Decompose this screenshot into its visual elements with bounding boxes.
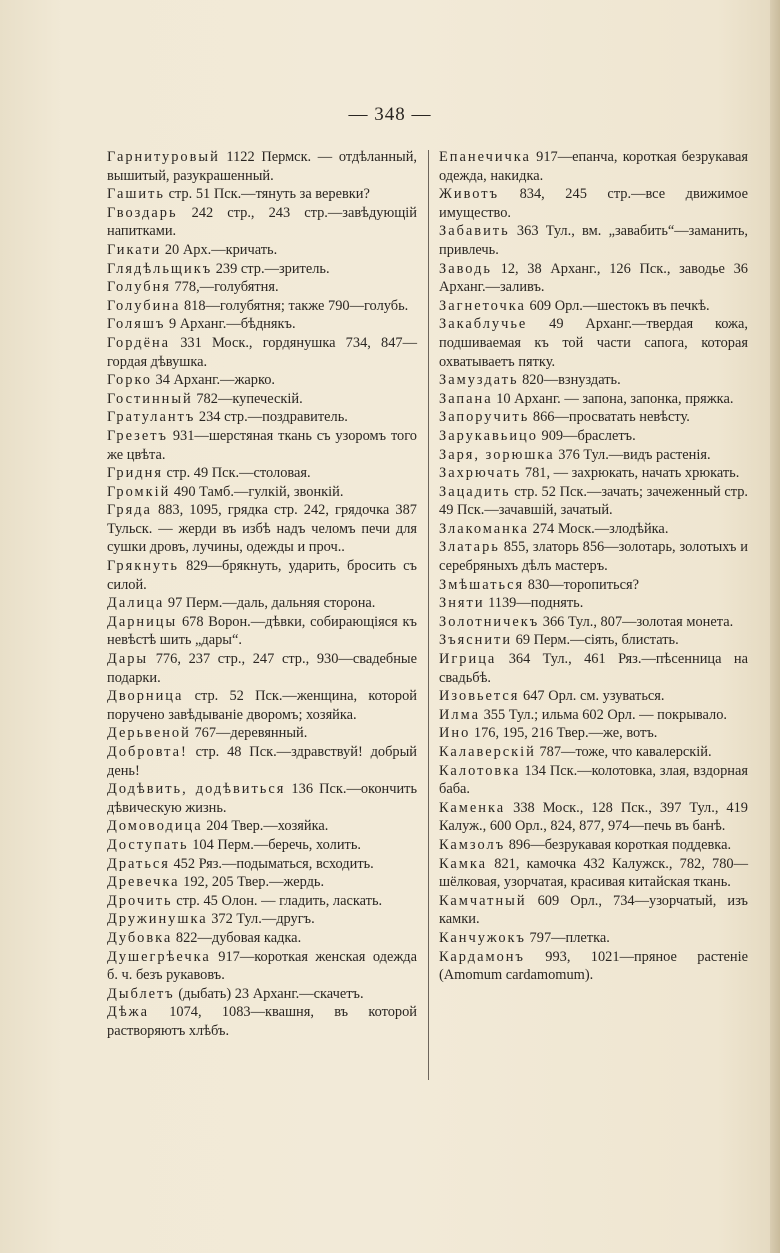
entry-definition: 20 Арх.—кричать. [161,241,278,258]
dictionary-entry [439,762,748,799]
entry-headword: Изовьется [439,688,520,705]
dictionary-entry [107,483,417,502]
entry-definition: 931—шерстяная ткань съ узоромъ того же цвѣта. [107,427,417,463]
entry-definition: 364 Тул., 461 Ряз.—пѣсенница на свадьбѣ. [439,651,748,686]
entry-definition: 909—браслетъ. [537,427,636,444]
entry-headword: Гикати [107,241,162,258]
dictionary-entry [107,873,417,892]
entry-definition: 820—взнуздать. [518,372,621,389]
right-column [439,148,748,985]
dictionary-entry [439,687,748,706]
entry-headword: Голяшъ [107,316,166,333]
dictionary-entry [439,185,748,222]
entry-headword: Зарукавьицо [439,427,538,444]
entry-definition: 609 Орл., 734—узорчатый, изъ камки. [439,892,748,928]
dictionary-entry [107,241,417,260]
entry-definition: 797—плетка. [525,929,610,946]
entry-headword: Ино [439,725,471,742]
dictionary-entry [107,334,417,371]
dictionary-entry [107,836,417,855]
entry-headword: Зъяснити [439,632,513,649]
entry-headword: Забавить [439,223,510,240]
dictionary-entry [107,297,417,316]
entry-definition: 1122 Пермск. — отдѣланный, вышитый, разукрашенный. [107,149,417,184]
dictionary-entry [439,408,748,427]
dictionary-entry [439,315,748,371]
dictionary-entry [107,743,417,780]
entry-definition: 855, златорь 856—золотарь, золотыхъ и серебряныхъ дѣлъ мастеръ. [439,539,748,575]
entry-definition: 234 стр.—поздравитель. [195,409,348,426]
dictionary-entry [107,929,417,948]
dictionary-entry [439,650,748,687]
entry-headword: Камзолъ [439,836,506,853]
dictionary-entry [107,408,417,427]
entry-definition: 176, 195, 216 Твер.—же, вотъ. [470,725,658,742]
dictionary-entry [107,910,417,929]
entry-definition: 896—безрукавая короткая поддевка. [505,836,732,853]
entry-definition: 376 Тул.—видъ растенія. [554,446,711,463]
dictionary-entry [107,427,417,464]
entry-headword: Гряда [107,502,152,519]
left-column [107,148,417,1041]
entry-definition: 69 Перм.—сіять, блистать. [512,632,679,649]
entry-definition: стр. 52 Пск.—женщина, которой поручено завѣдываніе дворомъ; хозяйка. [107,688,417,723]
dictionary-entry [439,260,748,297]
dictionary-entry [439,948,748,985]
dictionary-entry [107,650,417,687]
entry-headword: Гашить [107,186,165,203]
entry-definition: 134 Пск.—колотовка, злая, вздорная баба. [439,762,748,798]
entry-definition: 993, 1021—пряное растеніе (Amomum cardamomum). [439,948,748,984]
entry-definition: стр. 49 Пск.—столовая. [162,465,311,482]
entry-headword: Голубина [107,297,181,314]
entry-definition: 490 Тамб.—гулкій, звонкій. [170,483,344,500]
dictionary-entry [107,780,417,817]
entry-definition: 49 Арханг.—твердая кожа, подшиваемая къ той части сапога, которая охватываетъ пятку. [439,316,748,370]
dictionary-entry [439,483,748,520]
entry-definition: 834, 245 стр.—все движимое имущество. [439,186,748,221]
entry-definition: 452 Ряз.—подыматься, всходить. [169,855,374,872]
entry-headword: Калотовка [439,762,521,779]
entry-headword: Голубня [107,279,171,296]
entry-definition: 609 Орл.—шестокъ въ печкѣ. [525,297,710,314]
entry-definition: 331 Моск., гордянушка 734, 847—гордая дѣвушка. [107,334,417,370]
entry-headword: Горко [107,372,152,389]
entry-definition: 822—дубовая кадка. [172,929,302,946]
entry-headword: Драться [107,855,170,872]
entry-definition: 781, — захрюкать, начать хрюкать. [521,465,740,482]
entry-definition: 239 стр.—зритель. [212,260,330,277]
entry-definition: 821, камочка 432 Калужск., 782, 780—шёлковая, узорчатая, красивая китайская ткань. [439,855,748,891]
entry-headword: Зняти [439,595,485,612]
entry-headword: Игрица [439,651,497,668]
entry-headword: Дарницы [107,613,178,630]
entry-headword: Запана [439,390,493,407]
entry-headword: Грезетъ [107,427,168,444]
entry-definition: 647 Орл. см. узуваться. [519,688,665,705]
entry-headword: Золотничекъ [439,613,540,630]
entry-definition: 1139—поднять. [484,595,584,612]
entry-definition: 776, 237 стр., 247 стр., 930—свадебные подарки. [107,651,417,686]
dictionary-entry [107,687,417,724]
entry-definition: 883, 1095, грядка стр. 242, грядочка 387 Тульск. — жерди въ избѣ надъ челомъ печи для сушки дровъ, лучины, одежды и проч.. [107,502,417,556]
entry-headword: Глядѣльщикъ [107,260,213,277]
dictionary-entry [439,631,748,650]
dictionary-entry [439,464,748,483]
entry-headword: Додѣвить, додѣвиться [107,781,286,798]
entry-headword: Замуздать [439,372,519,389]
dictionary-entry [107,724,417,743]
dictionary-entry [439,594,748,613]
dictionary-entry [439,613,748,632]
entry-headword: Гостинный [107,390,193,407]
dictionary-entry [107,948,417,985]
dictionary-entry [107,278,417,297]
dictionary-entry [439,855,748,892]
entry-headword: Дѣжа [107,1004,149,1021]
entry-definition: 97 Перм.—даль, дальняя сторона. [164,595,376,612]
dictionary-entry [439,390,748,409]
entry-headword: Илма [439,706,480,723]
entry-headword: Запоручить [439,409,530,426]
entry-definition: 917—короткая женская одежда б. ч. безъ рукавовъ. [107,948,417,984]
entry-definition: 782—купеческій. [192,390,303,407]
entry-definition: 242 стр., 243 стр.—завѣдующій напитками. [107,204,417,240]
entry-headword: Камка [439,855,488,872]
entry-definition: 338 Моск., 128 Пск., 397 Тул., 419 Калуж., 600 Орл., 824, 877, 974—печь въ банѣ. [439,799,748,835]
dictionary-entry [439,371,748,390]
dictionary-entry [439,799,748,836]
entry-headword: Далица [107,595,165,612]
dictionary-entry [107,260,417,279]
dictionary-entry [107,817,417,836]
dictionary-entry [107,557,417,594]
entry-headword: Добровта! [107,744,188,760]
dictionary-entry [107,892,417,911]
dictionary-entry [107,613,417,650]
dictionary-entry [107,390,417,409]
entry-headword: Кардамонъ [439,948,525,965]
entry-definition: 136 Пск.—окончить дѣвическую жизнь. [107,781,418,816]
entry-headword: Животъ [439,186,500,203]
entry-headword: Каменка [439,799,506,816]
entry-headword: Громкій [107,483,171,500]
entry-definition: 767—деревянный. [190,725,308,742]
dictionary-entry [439,836,748,855]
entry-definition: 34 Арханг.—жарко. [151,372,276,389]
entry-headword: Душегрѣечка [107,948,211,965]
entry-definition: 192, 205 Твер.—жердь. [179,874,325,891]
entry-definition: 917—епанча, короткая безрукавая одежда, накидка. [439,149,748,184]
entry-headword: Гвоздарь [107,204,178,221]
entry-definition: 366 Тул., 807—золотая монета. [539,613,734,630]
entry-definition: 10 Арханг. — запона, запонка, пряжка. [492,390,734,407]
dictionary-entry [107,148,417,185]
entry-definition: (дыбать) 23 Арханг.—скачетъ. [174,985,364,1002]
entry-definition: 204 Твер.—хозяйка. [202,818,329,835]
dictionary-entry [439,576,748,595]
page-edge [770,0,780,1253]
entry-definition: 866—просватать невѣсту. [529,409,690,426]
dictionary-entry [107,371,417,390]
entry-headword: Дрочить [107,892,173,909]
entry-definition: 830—торопиться? [524,576,640,593]
entry-headword: Дерьвеной [107,725,191,742]
page-number: — 348 — [348,104,432,125]
dictionary-entry [107,185,417,204]
entry-definition: стр. 52 Пск.—зачать; зачеженный стр. 49 Пск.—зачавшій, зачатый. [439,483,748,519]
entry-headword: Загнеточка [439,297,526,314]
dictionary-entry [439,446,748,465]
entry-headword: Домоводица [107,818,203,835]
dictionary-entry [107,501,417,557]
entry-headword: Заря, зорюшка [439,446,555,463]
dictionary-entry [439,929,748,948]
entry-definition: 778,—голубятня. [170,279,279,296]
entry-headword: Змѣшаться [439,576,525,593]
entry-headword: Калаверскій [439,744,536,760]
dictionary-entry [439,297,748,316]
entry-definition: 104 Перм.—беречь, холить. [188,836,361,853]
entry-headword: Епанечичка [439,149,531,165]
dictionary-entry [439,427,748,446]
entry-headword: Грякнуть [107,558,179,575]
entry-definition: 787—тоже, что кавалерскій. [535,744,712,760]
entry-headword: Закаблучье [439,316,528,333]
entry-headword: Гарнитуровый [107,149,220,165]
dictionary-entry [439,706,748,725]
entry-definition: 829—брякнуть, ударить, бросить съ силой. [107,558,417,593]
entry-definition: 355 Тул.; ильма 602 Орл. — покрывало. [479,706,728,723]
entry-definition: стр. 48 Пск.—здравствуй! добрый день! [107,744,417,779]
entry-definition: стр. 51 Пск.—тянуть за веревки? [164,186,370,203]
dictionary-entry [107,315,417,334]
entry-headword: Златарь [439,539,500,556]
entry-headword: Гордёна [107,334,171,351]
dictionary-entry [107,464,417,483]
entry-headword: Заводь [439,260,492,277]
entry-headword: Гратулантъ [107,409,196,426]
entry-headword: Зацадить [439,483,511,500]
dictionary-entry [439,724,748,743]
dictionary-entry [107,985,417,1004]
dictionary-entry [107,855,417,874]
entry-headword: Дубовка [107,929,173,946]
entry-headword: Камчатный [439,892,527,909]
entry-headword: Дворница [107,688,184,705]
entry-headword: Дружинушка [107,911,208,928]
dictionary-entry [439,222,748,259]
dictionary-entry [439,520,748,539]
entry-definition: 678 Ворон.—дѣвки, собирающіяся къ невѣстѣ шить „дары“. [107,613,417,649]
entry-headword: Захрючать [439,465,522,482]
entry-definition: 274 Моск.—злодѣйка. [529,520,669,537]
entry-headword: Дыблетъ [107,985,175,1002]
dictionary-entry [439,148,748,185]
entry-headword: Гридня [107,465,163,482]
entry-definition: 9 Арханг.—бѣднякъ. [165,316,296,333]
entry-definition: 363 Тул., вм. „завабить“—заманить, привлечь. [439,223,748,258]
dictionary-entry [107,594,417,613]
dictionary-entry [439,743,748,762]
entry-headword: Дары [107,651,149,668]
entry-headword: Канчужокъ [439,929,526,946]
dictionary-entry [107,204,417,241]
entry-definition: 372 Тул.—другъ. [207,911,315,928]
entry-headword: Злакоманка [439,520,530,537]
dictionary-entry [107,1003,417,1040]
dictionary-entry [439,892,748,929]
dictionary-entry [439,538,748,575]
entry-definition: 12, 38 Арханг., 126 Пск., заводье 36 Арханг.—заливъ. [439,260,748,296]
entry-definition: 1074, 1083—квашня, въ которой растворяютъ хлѣбъ. [107,1004,417,1039]
column-divider [428,150,429,1080]
entry-definition: стр. 45 Олон. — гладить, ласкать. [172,892,383,909]
entry-definition: 818—голубятня; также 790—голубь. [180,297,409,314]
entry-headword: Древечка [107,874,180,891]
entry-headword: Доступать [107,836,189,853]
